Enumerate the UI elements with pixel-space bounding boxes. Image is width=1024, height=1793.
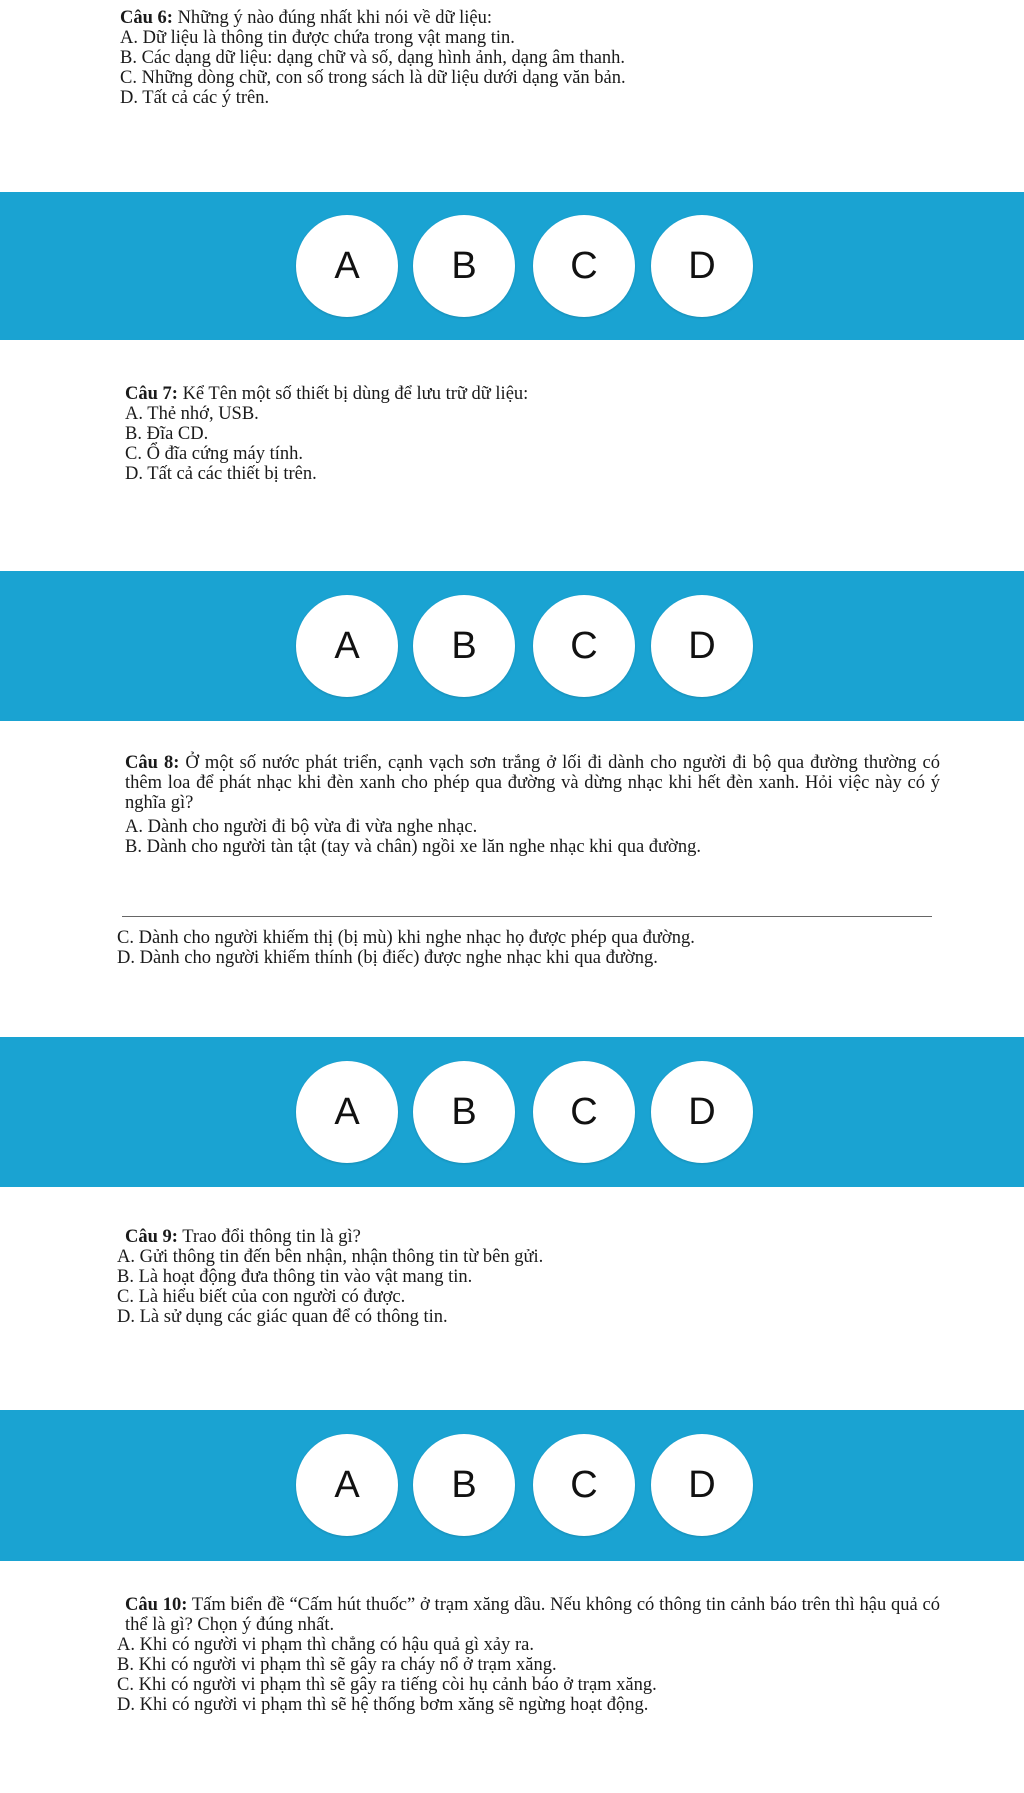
question-10 <box>117 1595 941 1715</box>
answer-b-button[interactable]: B <box>413 595 515 697</box>
question-title: Câu 10: Tấm biển đề “Cấm hút thuốc” ở trạm xăng dầu. Nếu không có thông tin cảnh báo trên thì hậu quả có thể là gì? Chọn ý đúng nhất. <box>125 1595 941 1635</box>
option-d: D. Là sử dụng các giác quan để có thông tin. <box>117 1307 448 1327</box>
answer-b-button[interactable]: B <box>413 215 515 317</box>
option-d: D. Tất cả các thiết bị trên. <box>125 464 317 484</box>
answer-d-button[interactable]: D <box>651 215 753 317</box>
question-title: Câu 7: Kể Tên một số thiết bị dùng để lưu trữ dữ liệu: <box>125 384 529 404</box>
answer-c-button[interactable]: C <box>533 1434 635 1536</box>
option-a: A. Khi có người vi phạm thì chẳng có hậu quả gì xảy ra. <box>117 1635 534 1655</box>
option-b: B. Khi có người vi phạm thì sẽ gây ra cháy nổ ở trạm xăng. <box>117 1655 557 1675</box>
option-c: C. Ổ đĩa cứng máy tính. <box>125 444 304 464</box>
option-d: D. Khi có người vi phạm thì sẽ hệ thống bơm xăng sẽ ngừng hoạt động. <box>117 1695 649 1715</box>
option-b: B. Các dạng dữ liệu: dạng chữ và số, dạng hình ảnh, dạng âm thanh. <box>120 48 626 68</box>
answer-band-9 <box>0 1410 1024 1561</box>
option-d: D. Dành cho người khiếm thính (bị điếc) được nghe nhạc khi qua đường. <box>117 948 658 968</box>
question-8-continued <box>117 928 1024 968</box>
answer-d-button[interactable]: D <box>651 1434 753 1536</box>
question-6 <box>120 8 1024 108</box>
option-a: A. Thẻ nhớ, USB. <box>125 404 259 424</box>
question-title: Câu 9: Trao đổi thông tin là gì? <box>125 1227 361 1247</box>
option-b: B. Là hoạt động đưa thông tin vào vật mang tin. <box>117 1267 473 1287</box>
question-title: Câu 6: Những ý nào đúng nhất khi nói về dữ liệu: <box>120 8 493 28</box>
answer-c-button[interactable]: C <box>533 215 635 317</box>
answer-c-button[interactable]: C <box>533 595 635 697</box>
answer-b-button[interactable]: B <box>413 1061 515 1163</box>
answer-c-button[interactable]: C <box>533 1061 635 1163</box>
divider-line <box>122 916 932 917</box>
option-b: B. Đĩa CD. <box>125 424 209 444</box>
question-9 <box>117 1227 1024 1327</box>
option-a: A. Dữ liệu là thông tin được chứa trong vật mang tin. <box>120 28 515 48</box>
option-a: A. Gửi thông tin đến bên nhận, nhận thông tin từ bên gửi. <box>117 1247 544 1267</box>
answer-band-7 <box>0 571 1024 721</box>
answer-a-button[interactable]: A <box>296 1061 398 1163</box>
question-8 <box>125 753 940 857</box>
option-d: D. Tất cả các ý trên. <box>120 88 270 108</box>
answer-d-button[interactable]: D <box>651 595 753 697</box>
option-a: A. Dành cho người đi bộ vừa đi vừa nghe nhạc. <box>125 817 478 837</box>
answer-b-button[interactable]: B <box>413 1434 515 1536</box>
answer-a-button[interactable]: A <box>296 215 398 317</box>
question-title: Câu 8: Ở một số nước phát triển, cạnh vạch sơn trắng ở lối đi dành cho người đi bộ qua đường thường có thêm loa để phát nhạc khi đèn xanh cho phép qua đường và dừng nhạc khi hết đèn xanh. Hỏi việc này có ý nghĩa gì? <box>125 753 940 813</box>
answer-a-button[interactable]: A <box>296 595 398 697</box>
answer-band-8 <box>0 1037 1024 1187</box>
option-c: C. Khi có người vi phạm thì sẽ gây ra tiếng còi hụ cảnh báo ở trạm xăng. <box>117 1675 657 1695</box>
option-c: C. Là hiểu biết của con người có được. <box>117 1287 406 1307</box>
option-c: C. Dành cho người khiếm thị (bị mù) khi nghe nhạc họ được phép qua đường. <box>117 928 695 948</box>
answer-a-button[interactable]: A <box>296 1434 398 1536</box>
answer-d-button[interactable]: D <box>651 1061 753 1163</box>
option-c: C. Những dòng chữ, con số trong sách là dữ liệu dưới dạng văn bản. <box>120 68 626 88</box>
question-7 <box>125 384 1024 484</box>
option-b: B. Dành cho người tàn tật (tay và chân) ngồi xe lăn nghe nhạc khi qua đường. <box>125 837 701 857</box>
answer-band-6 <box>0 192 1024 340</box>
